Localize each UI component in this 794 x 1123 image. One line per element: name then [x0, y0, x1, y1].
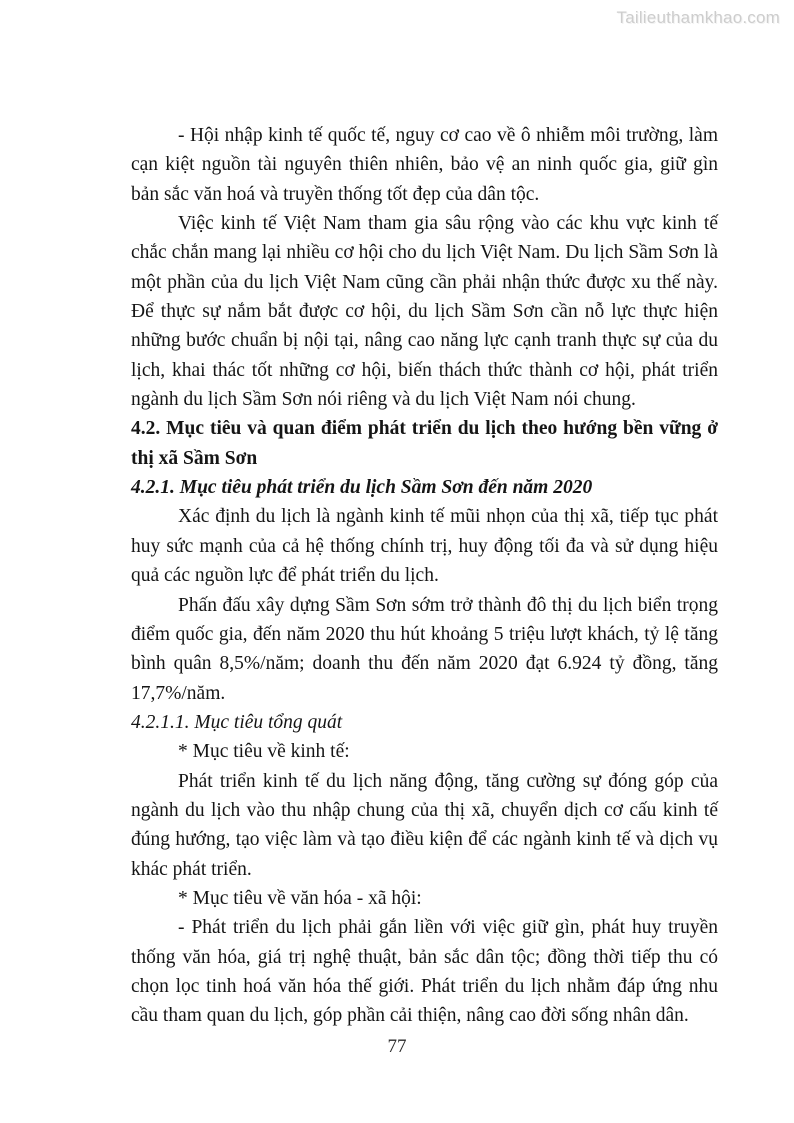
paragraph-phan-dau-xay-dung: Phấn đấu xây dựng Sầm Sơn sớm trở thành đô thị du lịch biển trọng điểm quốc gia, đến năm 2020 thu hút khoảng 5 triệu lượt khách, tỷ lệ tăng bình quân 8,5%/năm; doanh thu đến năm 2020 đạt 6.924 tỷ đồng, tăng 17,7%/năm. [131, 594, 718, 704]
paragraph-viec-kinh-te-viet-nam: Việc kinh tế Việt Nam tham gia sâu rộng vào các khu vực kinh tế chắc chắn mang lại nhiều cơ hội cho du lịch Việt Nam. Du lịch Sầm Sơn là một phần của du lịch Việt Nam cũng cần phải nhận thức được xu thế này. Để thực sự nắm bắt được cơ hội, du lịch Sầm Sơn cần nỗ lực thực hiện những bước chuẩn bị nội tại, nâng cao năng lực cạnh tranh thực sự của du lịch, khai thác tốt những cơ hội, biến thách thức thành cơ hội, phát triển ngành du lịch Sầm Sơn nói riêng và du lịch Việt Nam nói chung. [131, 213, 718, 411]
paragraph-phat-trien-kinh-te-du-lich: Phát triển kinh tế du lịch năng động, tăng cường sự đóng góp của ngành du lịch vào thu nhập chung của thị xã, chuyển dịch cơ cấu kinh tế đúng hướng, tạo việc làm và tạo điều kiện để các ngành kinh tế và dịch vụ khác phát triển. [131, 770, 718, 880]
paragraph-phat-trien-du-lich-gan-lien: - Phát triển du lịch phải gắn liền với việc giữ gìn, phát huy truyền thống văn hóa, giá trị nghệ thuật, bản sắc dân tộc; đồng thời tiếp thu có chọn lọc tinh hoá văn hóa thế giới. Phát triển du lịch nhằm đáp ứng nhu cầu tham quan du lịch, góp phần cải thiện, nâng cao đời sống nhân dân. [131, 917, 718, 1027]
document-body [131, 121, 718, 1031]
heading-4-2-1-1-muc-tieu-tong-quat: 4.2.1.1. Mục tiêu tổng quát [131, 711, 343, 733]
heading-4-2-muc-tieu-va-quan-diem: 4.2. Mục tiêu và quan điểm phát triển du lịch theo hướng bền vững ở thị xã Sầm Sơn [131, 418, 718, 469]
heading-4-2-1-muc-tieu-phat-trien: 4.2.1. Mục tiêu phát triển du lịch Sầm Sơn đến năm 2020 [131, 477, 593, 499]
watermark-site-label: Tailieuthamkhao.com [616, 8, 780, 27]
page-number: 77 [387, 1036, 407, 1057]
paragraph-xac-dinh-du-lich: Xác định du lịch là ngành kinh tế mũi nhọn của thị xã, tiếp tục phát huy sức mạnh của cả hệ thống chính trị, huy động tối đa và sử dụng hiệu quả các nguồn lực để phát triển du lịch. [131, 506, 718, 587]
line-muc-tieu-ve-kinh-te: * Mục tiêu về kinh tế: [178, 741, 350, 763]
line-muc-tieu-ve-van-hoa-xa-hoi: * Mục tiêu về văn hóa - xã hội: [178, 887, 422, 909]
paragraph-hoi-nhap-kinh-te: - Hội nhập kinh tế quốc tế, nguy cơ cao về ô nhiễm môi trường, làm cạn kiệt nguồn tài nguyên thiên nhiên, bảo vệ an ninh quốc gia, giữ gìn bản sắc văn hoá và truyền thống tốt đẹp của dân tộc. [131, 125, 718, 205]
